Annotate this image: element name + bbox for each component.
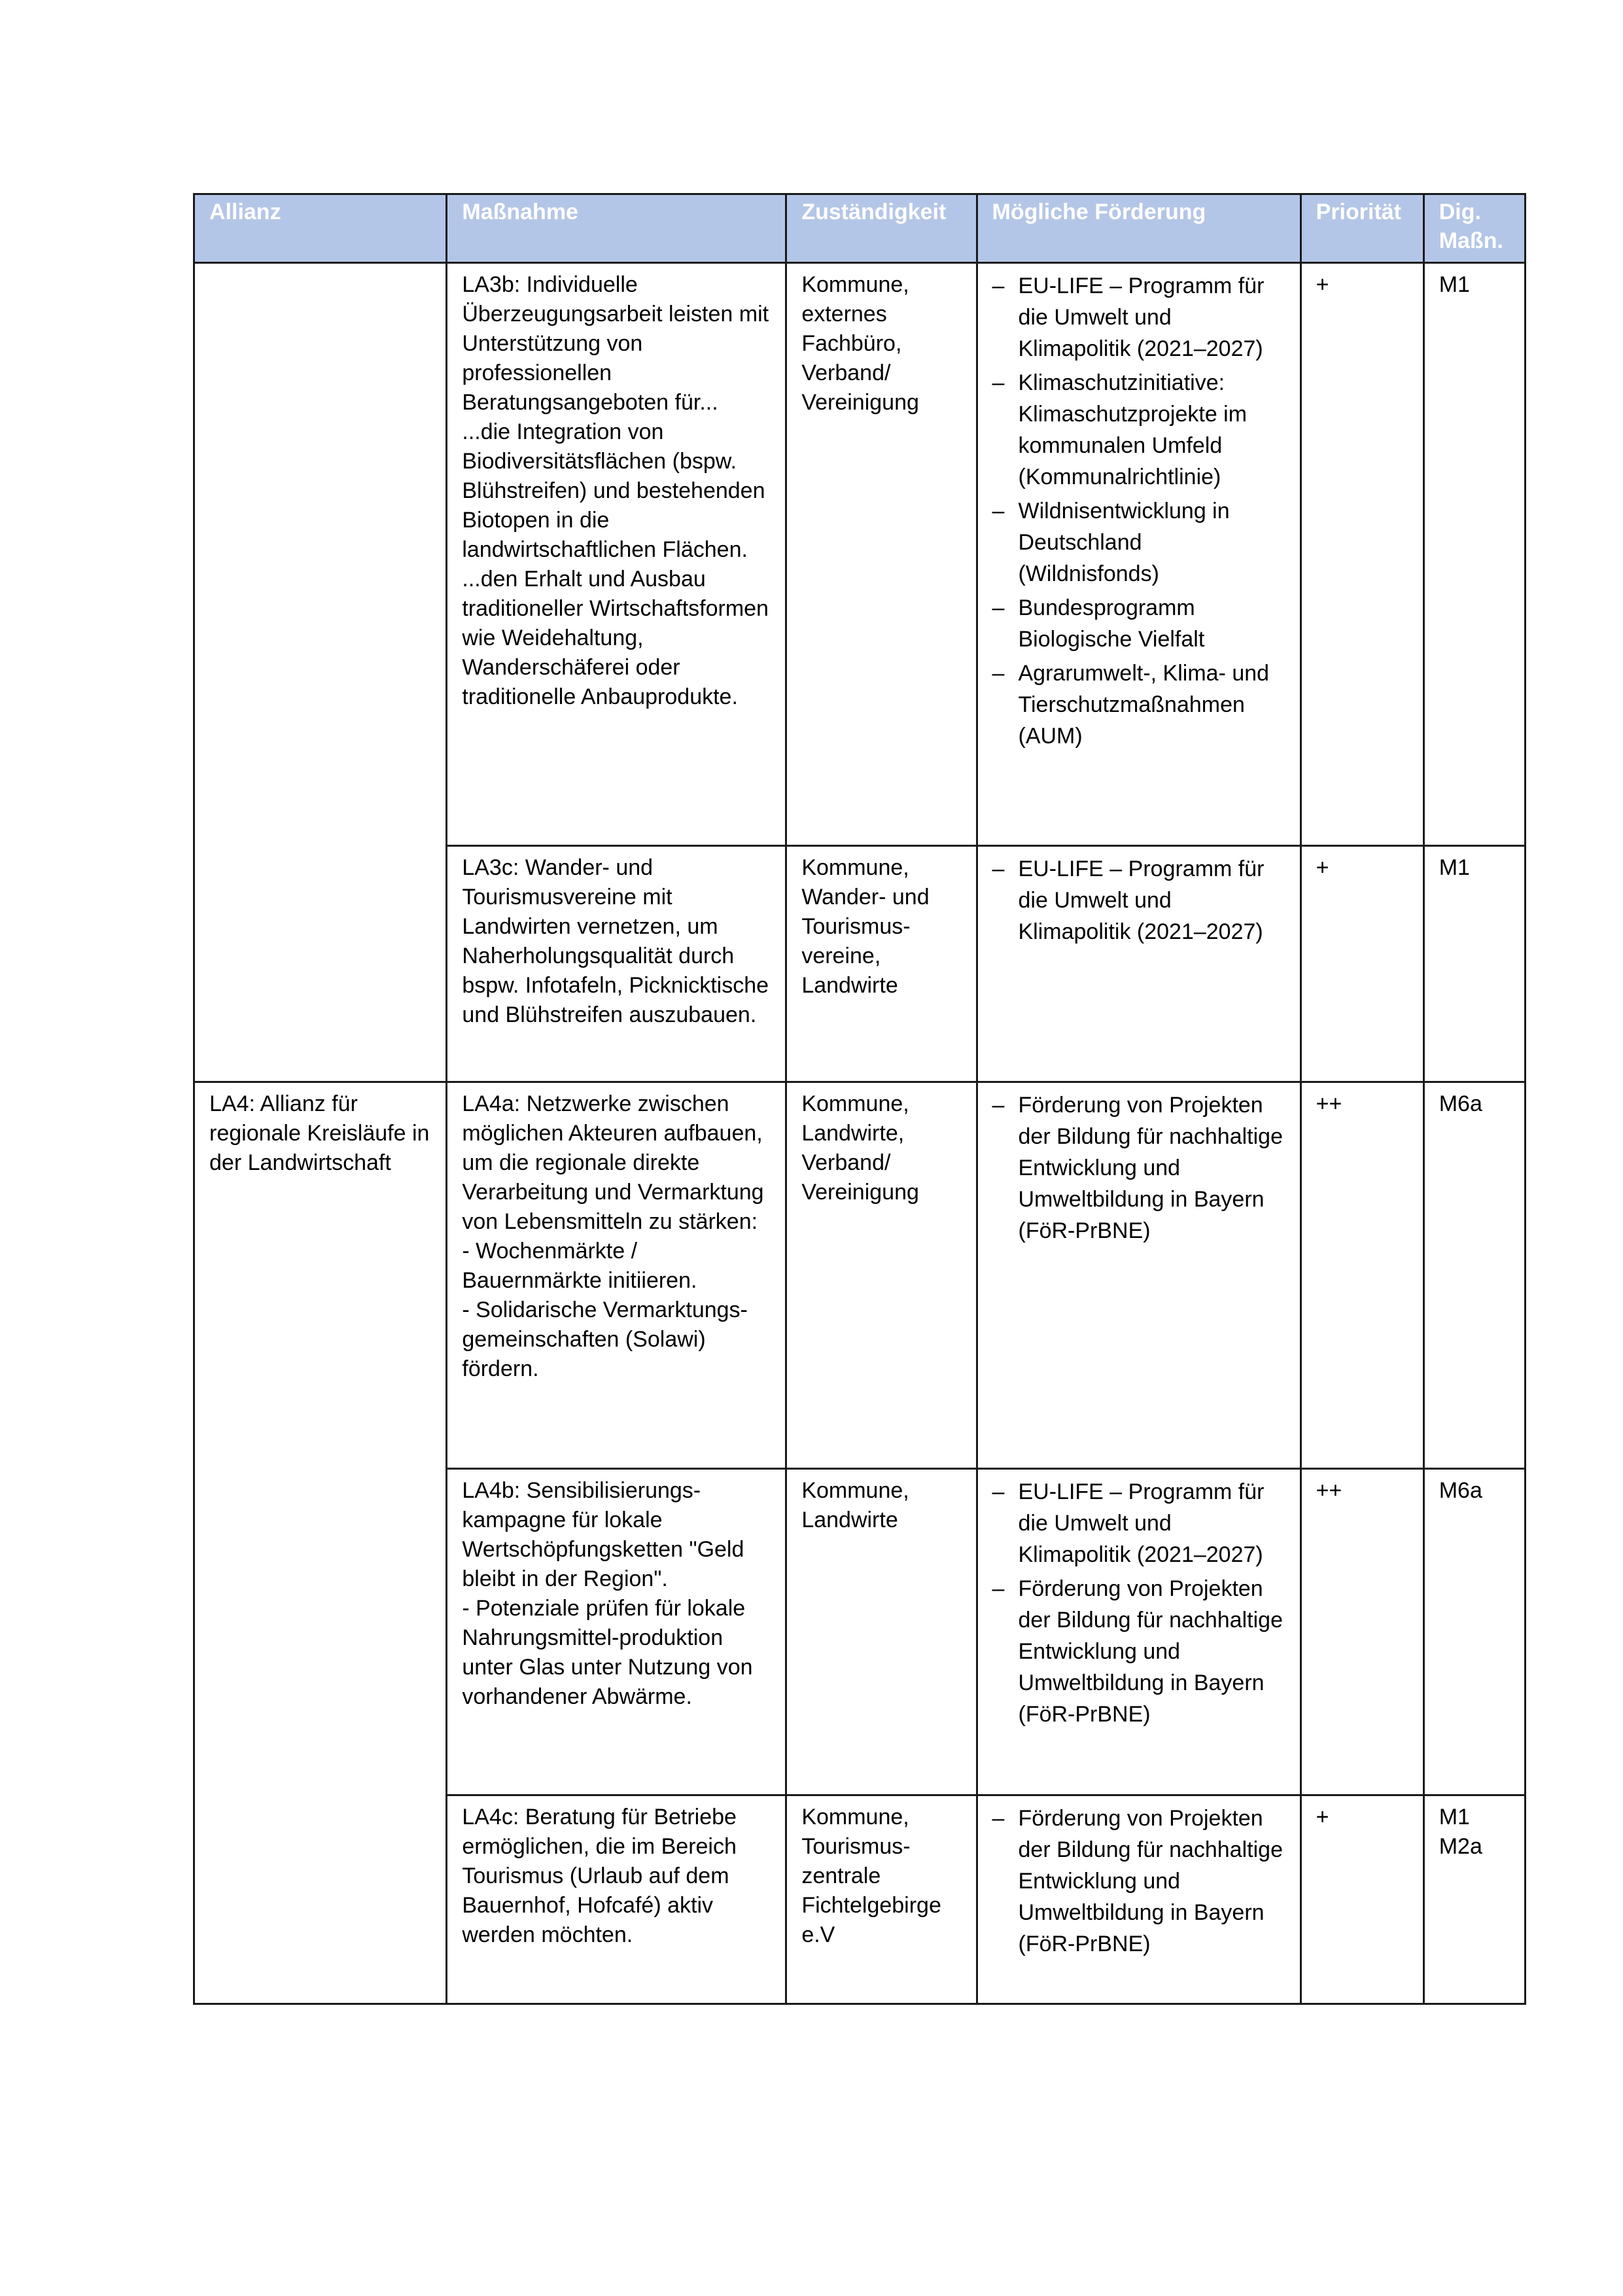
header-dig-massn	[1423, 194, 1525, 263]
massnahme-paragraph: - Solidarische Vermarktungs-gemeinschaften (Solawi) fördern.	[462, 1298, 748, 1381]
massnahme-paragraph: ...die Integration von Biodiversitätsflächen (bspw. Blühstreifen) und bestehenden Biotopen in die landwirtschaftlichen Flächen.	[462, 419, 765, 562]
cell-prioritaet	[1300, 846, 1423, 1082]
funding-list	[992, 853, 1287, 947]
cell-prioritaet	[1300, 263, 1423, 846]
zustaendigkeit-line: Kommune,	[801, 1091, 909, 1116]
dash-bullet-icon: –	[992, 1479, 1005, 1504]
dig-massn-code: M2a	[1439, 1834, 1482, 1859]
zustaendigkeit-line: Kommune,	[801, 272, 909, 297]
priority-value: +	[1316, 1805, 1329, 1829]
priority-value: ++	[1316, 1478, 1342, 1503]
zustaendigkeit-line: Landwirte,	[801, 1121, 905, 1146]
massnahme-paragraph: LA4a: Netzwerke zwischen möglichen Akteuren aufbauen, um die regionale direkte Verarbeitung und Vermarktung von Lebensmitteln zu stärken:	[462, 1091, 764, 1234]
massnahme-paragraph: LA3c: Wander- und Tourismusvereine mit Landwirten vernetzen, um Naherholungsqualität durch bspw. Infotafeln, Picknicktische und Blühstreifen auszubauen.	[462, 855, 769, 1027]
massnahme-paragraph: LA3b: Individuelle Überzeugungsarbeit leisten mit Unterstützung von professionellen Beratungsangeboten für...	[462, 272, 769, 415]
cell-prioritaet	[1300, 1469, 1423, 1795]
cell-massnahme	[447, 846, 786, 1082]
zustaendigkeit-line: Vereinigung	[801, 1180, 919, 1205]
zustaendigkeit-line: zentrale	[801, 1863, 881, 1888]
dig-massn-code: M6a	[1439, 1091, 1482, 1116]
zustaendigkeit-line: Kommune,	[801, 1805, 909, 1829]
table-header-row	[194, 194, 1526, 263]
dash-bullet-icon: –	[992, 274, 1005, 298]
dash-bullet-icon: –	[992, 1806, 1005, 1831]
cell-allianz	[194, 263, 447, 1082]
funding-text: EU-LIFE – Programm für die Umwelt und Klimapolitik (2021–2027)	[1018, 857, 1265, 944]
dash-bullet-icon: –	[992, 1093, 1005, 1118]
massnahme-paragraph: - Wochenmärkte / Bauernmärkte initiieren.	[462, 1239, 697, 1293]
zustaendigkeit-line: Tourismus-	[801, 1834, 911, 1859]
funding-item	[992, 853, 1287, 947]
funding-text: Klimaschutzinitiative: Klimaschutzprojekte im kommunalen Umfeld (Kommunalrichtlinie)	[1018, 370, 1248, 489]
funding-item	[992, 1476, 1287, 1570]
funding-item	[992, 658, 1287, 752]
zustaendigkeit-line: Tourismus-	[801, 914, 911, 939]
cell-prioritaet	[1300, 1082, 1423, 1469]
header-zustaendigkeit: Zuständigkeit	[786, 194, 977, 263]
cell-massnahme	[447, 263, 786, 846]
header-prioritaet: Priorität	[1300, 194, 1423, 263]
cell-prioritaet	[1300, 1795, 1423, 2004]
table-row	[194, 263, 1526, 846]
funding-text: Wildnisentwicklung in Deutschland (Wildnisfonds)	[1018, 499, 1230, 586]
funding-list	[992, 1803, 1287, 1960]
table-row	[194, 1082, 1526, 1469]
funding-text: Förderung von Projekten der Bildung für nachhaltige Entwicklung und Umweltbildung in Bayern (FöR-PrBNE)	[1018, 1093, 1283, 1243]
cell-foerderung	[977, 263, 1300, 846]
header-dig-line1: Dig.	[1439, 200, 1481, 224]
dash-bullet-icon: –	[992, 499, 1005, 523]
dash-bullet-icon: –	[992, 661, 1005, 686]
dig-massn-code: M1	[1439, 1805, 1470, 1829]
header-foerderung: Mögliche Förderung	[977, 194, 1300, 263]
priority-value: +	[1316, 855, 1329, 880]
cell-zustaendigkeit	[786, 1795, 977, 2004]
zustaendigkeit-line: Verband/	[801, 361, 891, 385]
funding-item	[992, 1089, 1287, 1246]
cell-massnahme	[447, 1795, 786, 2004]
dash-bullet-icon: –	[992, 1576, 1005, 1601]
cell-dig-massn	[1423, 1082, 1525, 1469]
funding-text: Förderung von Projekten der Bildung für nachhaltige Entwicklung und Umweltbildung in Bayern (FöR-PrBNE)	[1018, 1806, 1283, 1956]
dig-massn-code: M1	[1439, 855, 1470, 880]
funding-list	[992, 270, 1287, 752]
zustaendigkeit-line: vereine,	[801, 944, 881, 968]
dash-bullet-icon: –	[992, 370, 1005, 395]
dig-massn-code: M6a	[1439, 1478, 1482, 1503]
zustaendigkeit-line: Landwirte	[801, 973, 898, 998]
cell-zustaendigkeit	[786, 1082, 977, 1469]
zustaendigkeit-line: Kommune,	[801, 855, 909, 880]
funding-text: Bundesprogramm Biologische Vielfalt	[1018, 595, 1205, 652]
funding-text: EU-LIFE – Programm für die Umwelt und Klimapolitik (2021–2027)	[1018, 274, 1265, 361]
cell-dig-massn	[1423, 846, 1525, 1082]
cell-foerderung	[977, 1795, 1300, 2004]
cell-foerderung	[977, 1082, 1300, 1469]
funding-item	[992, 270, 1287, 364]
cell-foerderung	[977, 1469, 1300, 1795]
funding-item	[992, 495, 1287, 590]
massnahme-paragraph: LA4b: Sensibilisierungs-kampagne für lokale Wertschöpfungsketten "Geld bleibt in der Region".	[462, 1478, 744, 1591]
funding-item	[992, 1573, 1287, 1730]
allianz-text: LA4: Allianz für regionale Kreisläufe in der Landwirtschaft	[209, 1091, 430, 1175]
cell-massnahme	[447, 1469, 786, 1795]
zustaendigkeit-line: Wander- und	[801, 885, 930, 910]
massnahme-paragraph: - Potenziale prüfen für lokale Nahrungsmittel-produktion unter Glas unter Nutzung von vorhandener Abwärme.	[462, 1596, 753, 1709]
cell-zustaendigkeit	[786, 1469, 977, 1795]
header-allianz: Allianz	[194, 194, 447, 263]
dash-bullet-icon: –	[992, 595, 1005, 620]
massnahme-paragraph: LA4c: Beratung für Betriebe ermöglichen, die im Bereich Tourismus (Urlaub auf dem Bauernhof, Hofcafé) aktiv werden möchten.	[462, 1805, 737, 1947]
cell-dig-massn	[1423, 1469, 1525, 1795]
header-massnahme: Maßnahme	[447, 194, 786, 263]
zustaendigkeit-line: Vereinigung	[801, 390, 919, 415]
priority-value: +	[1316, 272, 1329, 297]
cell-allianz	[194, 1082, 447, 2004]
zustaendigkeit-line: externes	[801, 302, 887, 327]
funding-list	[992, 1476, 1287, 1730]
funding-text: Agrarumwelt-, Klima- und Tierschutzmaßnahmen (AUM)	[1018, 661, 1270, 749]
funding-item	[992, 592, 1287, 655]
funding-list	[992, 1089, 1287, 1246]
cell-dig-massn	[1423, 1795, 1525, 2004]
dig-massn-code: M1	[1439, 272, 1470, 297]
funding-item	[992, 1803, 1287, 1960]
zustaendigkeit-line: e.V	[801, 1922, 835, 1947]
funding-text: Förderung von Projekten der Bildung für nachhaltige Entwicklung und Umweltbildung in Bayern (FöR-PrBNE)	[1018, 1576, 1283, 1727]
measures-table	[193, 193, 1526, 2005]
header-dig-line2: Maßn.	[1439, 228, 1503, 253]
priority-value: ++	[1316, 1091, 1342, 1116]
funding-item	[992, 367, 1287, 493]
zustaendigkeit-line: Fichtelgebirge	[801, 1893, 941, 1918]
zustaendigkeit-line: Fachbüro,	[801, 331, 902, 356]
zustaendigkeit-line: Landwirte	[801, 1508, 898, 1532]
cell-foerderung	[977, 846, 1300, 1082]
massnahme-paragraph: ...den Erhalt und Ausbau traditioneller Wirtschaftsformen wie Weidehaltung, Wanderschäferei oder traditionelle Anbauprodukte.	[462, 567, 769, 709]
funding-text: EU-LIFE – Programm für die Umwelt und Klimapolitik (2021–2027)	[1018, 1479, 1265, 1567]
cell-zustaendigkeit	[786, 263, 977, 846]
cell-zustaendigkeit	[786, 846, 977, 1082]
zustaendigkeit-line: Kommune,	[801, 1478, 909, 1503]
dash-bullet-icon: –	[992, 857, 1005, 881]
zustaendigkeit-line: Verband/	[801, 1150, 891, 1175]
cell-dig-massn	[1423, 263, 1525, 846]
cell-massnahme	[447, 1082, 786, 1469]
